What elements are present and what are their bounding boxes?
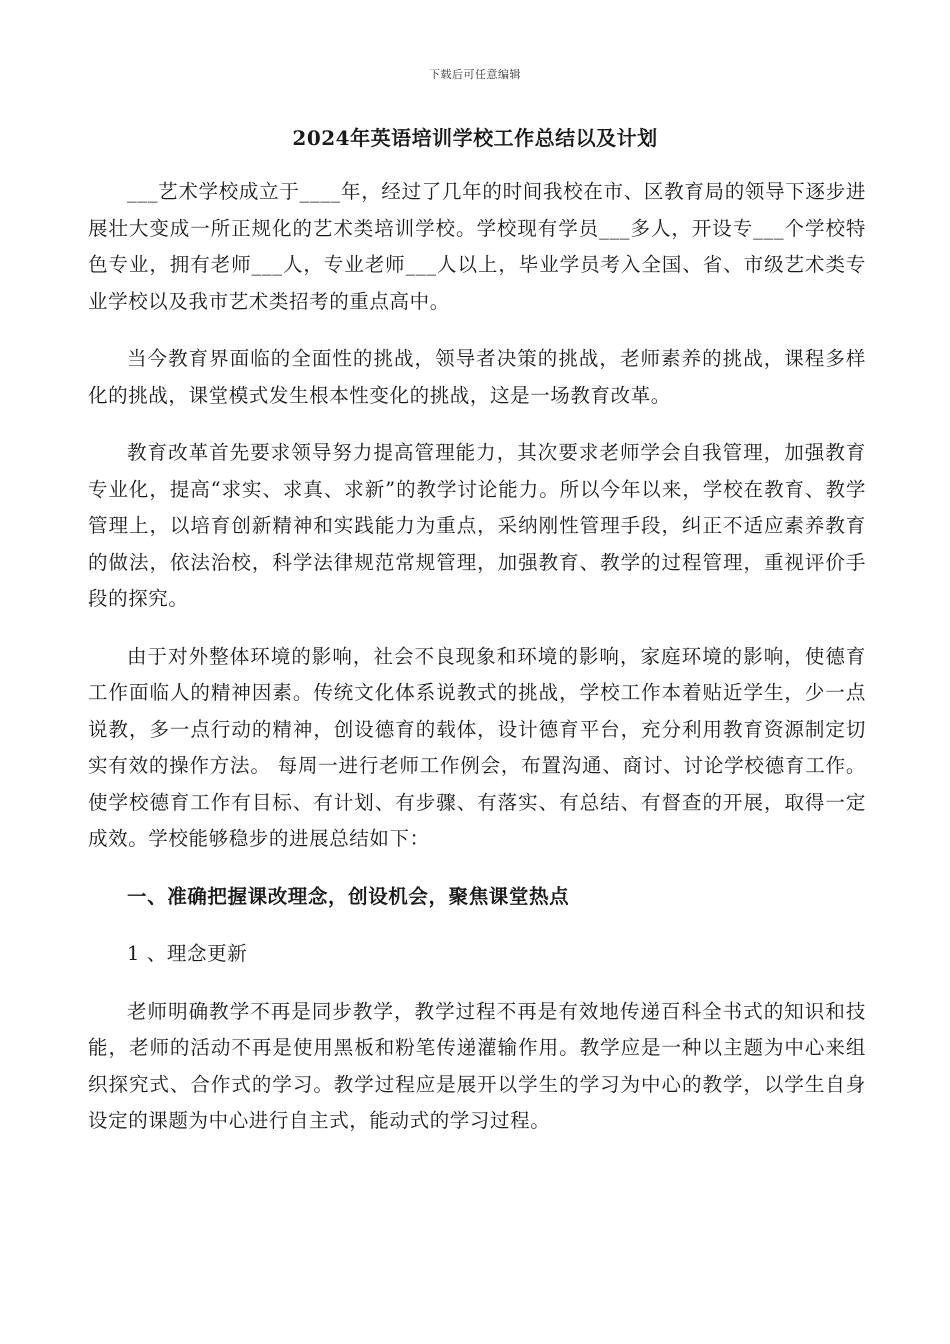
document-body [88, 174, 866, 1161]
sub-heading: 1 、理念更新 [127, 942, 248, 965]
header-note: 下载后可任意编辑 [429, 68, 521, 81]
paragraph-concept-update: 老师明确教学不再是同步教学，教学过程不再是有效地传递百科全书式的知识和技能，老师的活动不再是使用黑板和粉笔传递灌输作用。教学应是一种以主题为中心来组织探究式、合作式的学习。教学过程应是展开以学生的学习为中心的教学，以学生自身设定的课题为中心进行自主式，能动式的学习过程。 [88, 999, 866, 1132]
section-heading: 一、准确把握课改理念，创设机会，聚焦课堂热点 [127, 884, 570, 908]
paragraph-reform: 教育改革首先要求领导努力提高管理能力，其次要求老师学会自我管理，加强教育专业化，提高“求实、求真、求新”的教学讨论能力。所以今年以来，学校在教育、教学管理上，以培育创新精神和实践能力为重点，采纳刚性管理手段，纠正不适应素养教育的做法，依法治校，科学法律规范常规管理，加强教育、教学的过程管理，重视评价手段的探究。 [88, 441, 866, 610]
paragraph-moral-education: 由于对外整体环境的影响，社会不良现象和环境的影响，家庭环境的影响，使德育工作面临人的精神因素。传统文化体系说教式的挑战，学校工作本着贴近学生，少一点说教，多一点行动的精神，创设德育的载体，设计德育平台，充分利用教育资源制定切实有效的操作方法。 每周一进行老师工作例会，布置沟通、商讨、讨论学校德育工作。使学校德育工作有目标、有计划、有步骤、有落实、有总结、有督查的开展，取得一定成效。学校能够稳步的进展总结如下： [88, 644, 866, 850]
document-title: 2024年英语培训学校工作总结以及计划 [292, 126, 658, 150]
paragraph-intro: ___艺术学校成立于____年，经过了几年的时间我校在市、区教育局的领导下逐步进展壮大变成一所正规化的艺术类培训学校。学校现有学员___多人，开设专___个学校特色专业，拥有老师___人，专业老师___人以上，毕业学员考入全国、省、市级艺术类专业学校以及我市艺术类招考的重点高中。 [88, 180, 866, 313]
paragraph-challenges: 当今教育界面临的全面性的挑战，领导者决策的挑战，老师素养的挑战，课程多样化的挑战，课堂模式发生根本性变化的挑战，这是一场教育改革。 [88, 347, 866, 407]
